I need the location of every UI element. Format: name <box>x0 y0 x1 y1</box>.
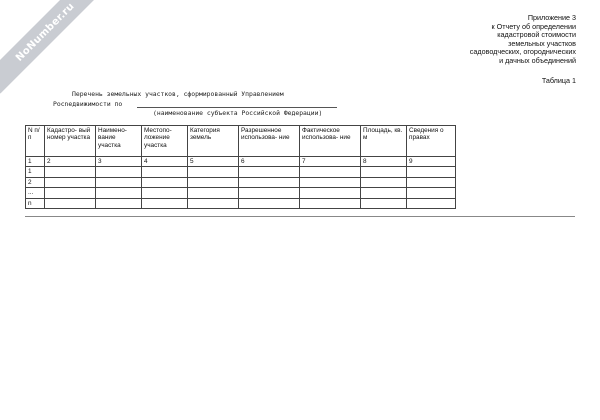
empty-cell <box>188 167 239 177</box>
empty-cell <box>188 177 239 187</box>
empty-cell <box>407 167 456 177</box>
empty-cell <box>300 167 361 177</box>
column-number-cell: 1 <box>26 157 45 167</box>
empty-cell <box>361 188 407 198</box>
empty-cell <box>239 177 300 187</box>
column-number-cell: 3 <box>96 157 142 167</box>
header-cell: Местопо- ложение участка <box>142 126 188 157</box>
empty-cell <box>142 198 188 208</box>
empty-cell <box>300 198 361 208</box>
empty-cell <box>96 188 142 198</box>
horizontal-rule <box>25 216 575 217</box>
empty-cell <box>300 177 361 187</box>
table-header-row <box>26 126 456 157</box>
column-number-cell: 6 <box>239 157 300 167</box>
column-number-cell: 5 <box>188 157 239 167</box>
empty-cell <box>96 198 142 208</box>
empty-cell <box>407 177 456 187</box>
column-number-row <box>26 157 456 167</box>
empty-cell <box>45 177 96 187</box>
watermark-ribbon <box>0 0 107 94</box>
empty-cell <box>361 198 407 208</box>
empty-cell <box>361 177 407 187</box>
table-row <box>26 177 456 187</box>
header-cell: Наимено- вание участка <box>96 126 142 157</box>
land-plots-table <box>25 125 456 209</box>
row-number-cell: 2 <box>26 177 45 187</box>
empty-cell <box>300 188 361 198</box>
header-cell: Кадастро- вый номер участка <box>45 126 96 157</box>
column-number-cell: 2 <box>45 157 96 167</box>
empty-cell <box>188 198 239 208</box>
header-cell: Разрешенное использова- ние <box>239 126 300 157</box>
column-number-cell: 7 <box>300 157 361 167</box>
appendix-line: Приложение 3 <box>527 13 576 22</box>
empty-cell <box>407 198 456 208</box>
appendix-line: садоводческих, огороднических <box>469 47 576 57</box>
appendix-line: к Отчету об определении <box>491 21 576 31</box>
row-number-cell: 1 <box>26 167 45 177</box>
empty-cell <box>239 167 300 177</box>
empty-cell <box>45 198 96 208</box>
table-row <box>26 198 456 208</box>
row-number-cell: ... <box>26 188 45 198</box>
table-number: Таблица 1 <box>541 76 576 85</box>
table-row <box>26 167 456 177</box>
empty-cell <box>96 177 142 187</box>
row-number-cell: n <box>26 198 45 208</box>
watermark-text: NoNumber.ru <box>13 0 77 64</box>
empty-cell <box>239 188 300 198</box>
empty-cell <box>239 198 300 208</box>
empty-cell <box>96 167 142 177</box>
column-number-cell: 9 <box>407 157 456 167</box>
header-cell: Площадь, кв. м <box>361 126 407 157</box>
empty-cell <box>45 167 96 177</box>
empty-cell <box>188 188 239 198</box>
appendix-line: кадастровой стоимости <box>497 30 576 40</box>
fill-in-caption: (наименование субъекта Российской Федерации) <box>153 109 323 117</box>
appendix-note <box>470 14 576 66</box>
empty-cell <box>142 188 188 198</box>
appendix-line: земельных участков <box>508 38 576 48</box>
fill-in-line <box>137 107 337 108</box>
document-title-continued: Росnедвижимости по <box>53 100 123 108</box>
header-cell: Фактическое использова- ние <box>300 126 361 157</box>
header-cell: N п/п <box>26 126 45 157</box>
empty-cell <box>142 177 188 187</box>
document-title: Перечень земельных участков, сформированный Управлением <box>72 90 284 98</box>
empty-cell <box>45 188 96 198</box>
column-number-cell: 8 <box>361 157 407 167</box>
header-cell: Сведения о правах <box>407 126 456 157</box>
header-cell: Категория земель <box>188 126 239 157</box>
appendix-line: и дачных объединений <box>499 55 576 65</box>
empty-cell <box>142 167 188 177</box>
empty-cell <box>407 188 456 198</box>
table-row <box>26 188 456 198</box>
empty-cell <box>361 167 407 177</box>
column-number-cell: 4 <box>142 157 188 167</box>
